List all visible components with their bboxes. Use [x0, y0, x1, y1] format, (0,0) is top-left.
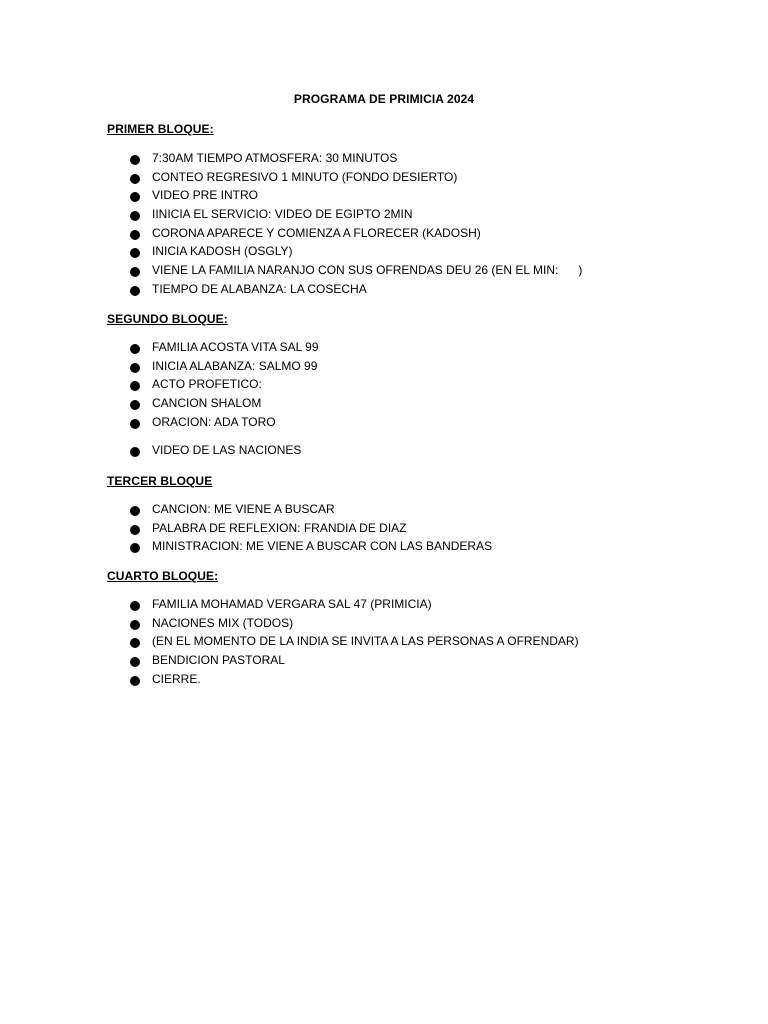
- list-item: MINISTRACION: ME VIENE A BUSCAR CON LAS BANDERAS: [0, 539, 700, 558]
- list-item: 7:30AM TIEMPO ATMOSFERA: 30 MINUTOS: [0, 151, 700, 170]
- list-item: PALABRA DE REFLEXION: FRANDIA DE DIAZ: [0, 521, 700, 540]
- document-title: PROGRAMA DE PRIMICIA 2024: [293, 92, 475, 106]
- list-item: IINICIA EL SERVICIO: VIDEO DE EGIPTO 2MIN: [0, 207, 700, 226]
- list-item: CONTEO REGRESIVO 1 MINUTO (FONDO DESIERTO): [0, 170, 700, 189]
- list-item: CANCION SHALOM: [0, 396, 700, 415]
- bullet-icon: [130, 506, 140, 516]
- section-heading-primer-bloque: PRIMER BLOQUE:: [107, 122, 214, 136]
- list-item: CORONA APARECE Y COMIENZA A FLORECER (KADOSH): [0, 226, 700, 245]
- section-heading-cuarto-bloque: CUARTO BLOQUE:: [107, 569, 219, 583]
- bullet-icon: [130, 638, 140, 648]
- section-list-cuarto-bloque: [0, 597, 700, 690]
- bullet-icon: [130, 657, 140, 667]
- bullet-icon: [130, 230, 140, 240]
- list-item: VIDEO DE LAS NACIONES: [0, 443, 700, 462]
- bullet-icon: [130, 620, 140, 630]
- list-item: CANCION: ME VIENE A BUSCAR: [0, 502, 700, 521]
- bullet-icon: [130, 248, 140, 258]
- list-item: VIENE LA FAMILIA NARANJO CON SUS OFRENDAS DEU 26 (EN EL MIN: ): [0, 263, 700, 282]
- bullet-icon: [130, 155, 140, 165]
- bullet-icon: [130, 381, 140, 391]
- section-heading-segundo-bloque: SEGUNDO BLOQUE:: [107, 312, 228, 326]
- bullet-icon: [130, 543, 140, 553]
- list-item: ORACION: ADA TORO: [0, 415, 700, 434]
- section-heading-tercer-bloque: TERCER BLOQUE: [107, 474, 213, 488]
- bullet-icon: [130, 601, 140, 611]
- bullet-icon: [130, 363, 140, 373]
- bullet-icon: [130, 419, 140, 429]
- list-item: TIEMPO DE ALABANZA: LA COSECHA: [0, 282, 700, 301]
- list-item: FAMILIA MOHAMAD VERGARA SAL 47 (PRIMICIA): [0, 597, 700, 616]
- bullet-icon: [130, 286, 140, 296]
- list-item: NACIONES MIX (TODOS): [0, 616, 700, 635]
- bullet-icon: [130, 676, 140, 686]
- list-item: INICIA KADOSH (OSGLY): [0, 244, 700, 263]
- bullet-icon: [130, 267, 140, 277]
- bullet-icon: [130, 447, 140, 457]
- list-item: INICIA ALABANZA: SALMO 99: [0, 359, 700, 378]
- list-item: FAMILIA ACOSTA VITA SAL 99: [0, 340, 700, 359]
- list-item: CIERRE.: [0, 672, 700, 691]
- bullet-icon: [130, 344, 140, 354]
- section-list-tercer-bloque: [0, 502, 700, 558]
- list-item: BENDICION PASTORAL: [0, 653, 700, 672]
- bullet-icon: [130, 174, 140, 184]
- bullet-icon: [130, 400, 140, 410]
- bullet-icon: [130, 211, 140, 221]
- list-item: (EN EL MOMENTO DE LA INDIA SE INVITA A LAS PERSONAS A OFRENDAR): [0, 634, 700, 653]
- bullet-icon: [130, 525, 140, 535]
- bullet-icon: [130, 192, 140, 202]
- list-item: VIDEO PRE INTRO: [0, 188, 700, 207]
- section-list-primer-bloque: [0, 151, 700, 301]
- list-item: ACTO PROFETICO:: [0, 377, 700, 396]
- section-list-segundo-bloque: [0, 340, 700, 462]
